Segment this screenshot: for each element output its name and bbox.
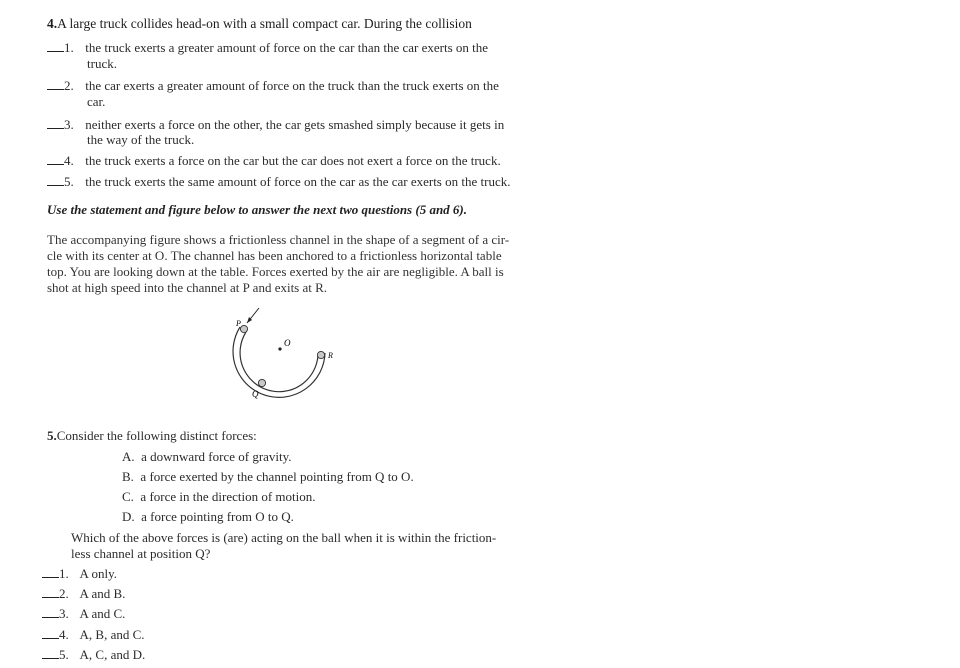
question-5-stem: Consider the following distinct forces: <box>56 428 257 443</box>
q4-option-2[interactable]: 2. the car exerts a greater amount of force on the truck than the truck exerts on the <box>47 78 499 94</box>
answer-blank[interactable] <box>42 627 59 639</box>
q5-question-line: Which of the above forces is (are) acting on the ball when it is within the friction- <box>71 530 497 545</box>
paragraph-line: shot at high speed into the channel at P and exits at R. <box>47 280 328 295</box>
ball-at-r <box>317 351 324 358</box>
q4-option-3[interactable]: 3. neither exerts a force on the other, the car gets smashed simply because it gets in <box>47 117 504 133</box>
q5-question-line: less channel at position Q? <box>71 546 211 561</box>
option-text: neither exerts a force on the other, the car gets smashed simply because it gets in <box>85 117 505 132</box>
label-p: P <box>236 319 241 328</box>
q4-option-5[interactable]: 5. the truck exerts the same amount of force on the car as the car exerts on the truck. <box>47 174 510 190</box>
q5-choice-b: B. a force exerted by the channel pointing from Q to O. <box>122 469 414 484</box>
option-text: the car exerts a greater amount of force on the truck than the truck exerts on the <box>85 78 499 93</box>
q4-option-3-cont: the way of the truck. <box>87 132 195 147</box>
channel-inner-wall <box>240 332 318 392</box>
answer-blank[interactable] <box>42 586 59 598</box>
label-r: R <box>328 351 333 360</box>
q4-option-1-cont: truck. <box>87 56 117 71</box>
paragraph-line: top. You are looking down at the table. Forces exerted by the air are negligible. A ball is <box>47 264 504 279</box>
answer-blank[interactable] <box>47 78 64 90</box>
option-text: the truck exerts the same amount of force on the car as the car exerts on the truck. <box>85 174 511 189</box>
label-q: Q <box>252 389 259 399</box>
question-4-stem: A large truck collides head-on with a small compact car. During the collision <box>57 16 472 31</box>
q5-choice-d: D. a force pointing from O to Q. <box>122 509 294 524</box>
answer-blank[interactable] <box>42 606 59 618</box>
q4-option-4[interactable]: 4. the truck exerts a force on the car but the car does not exert a force on the truck. <box>47 153 501 169</box>
q5-answer-4[interactable]: 4. A, B, and C. <box>42 627 145 643</box>
q5-answer-1[interactable]: 1. A only. <box>42 566 117 582</box>
q5-choice-a: A. a downward force of gravity. <box>122 449 292 464</box>
ball-at-p <box>240 325 247 332</box>
channel-outer-wall <box>233 327 325 397</box>
answer-blank[interactable] <box>42 647 59 659</box>
question-5-title <box>47 428 257 444</box>
answer-blank[interactable] <box>47 117 64 129</box>
q5-answer-5[interactable]: 5. A, C, and D. <box>42 647 145 663</box>
question-5-number: 5. <box>47 428 57 443</box>
instruction-text: Use the statement and figure below to answer the next two questions (5 and 6). <box>47 202 468 217</box>
q5-answer-2[interactable]: 2. A and B. <box>42 586 125 602</box>
q5-answer-3[interactable]: 3. A and C. <box>42 606 125 622</box>
q4-option-1[interactable]: 1. the truck exerts a greater amount of force on the car than the car exerts on the <box>47 40 488 56</box>
option-text: the truck exerts a force on the car but the car does not exert a force on the truck. <box>85 153 501 168</box>
question-4-title <box>47 16 472 32</box>
channel-figure <box>225 305 335 400</box>
answer-blank[interactable] <box>47 174 64 186</box>
center-point <box>278 347 281 350</box>
paragraph-line: cle with its center at O. The channel has been anchored to a frictionless horizontal table <box>47 248 502 263</box>
ball-at-q <box>258 379 265 386</box>
q4-option-2-cont: car. <box>87 94 106 109</box>
answer-blank[interactable] <box>47 153 64 165</box>
label-o: O <box>284 338 291 348</box>
answer-blank[interactable] <box>47 40 64 52</box>
answer-blank[interactable] <box>42 566 59 578</box>
paragraph-line: The accompanying figure shows a frictionless channel in the shape of a segment of a cir- <box>47 232 510 247</box>
q5-choice-c: C. a force in the direction of motion. <box>122 489 316 504</box>
question-4-number: 4. <box>47 16 58 31</box>
option-text: the truck exerts a greater amount of force on the car than the car exerts on the <box>85 40 489 55</box>
